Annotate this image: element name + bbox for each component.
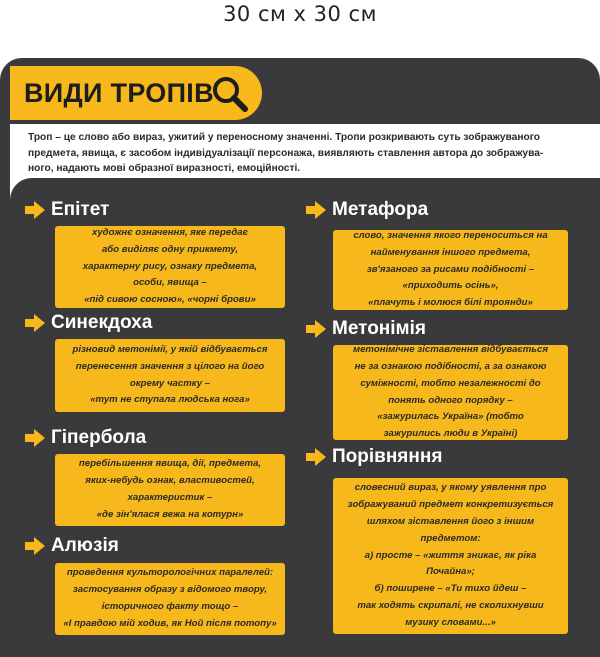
definition-line: «приходить осінь», <box>402 280 499 292</box>
definition-line: Почайна»; <box>426 566 475 578</box>
intro-line: предмета, явища, є засобом індивідуалізації персонажа, виявляють ставлення автора до зображува- <box>28 147 544 159</box>
trope-definition-allusion <box>55 563 285 635</box>
definition-line: характерну рису, ознаку предмета, <box>82 260 258 272</box>
definition-line: «зажурилась Україна» (тобто <box>377 411 524 423</box>
definition-line: зображуваний предмет конкретизується <box>347 499 554 511</box>
trope-definition-comparison <box>333 478 568 634</box>
magnifier-icon <box>210 74 250 114</box>
definition-line: характеристик – <box>127 492 213 503</box>
definition-line: слово, значення якого переноситься на <box>353 230 548 242</box>
definition-line: особи, явища – <box>133 277 207 289</box>
definition-line: а) просте – «життя зникає, як ріка <box>364 549 537 561</box>
definition-line: словесний вираз, у якому уявлення про <box>354 482 547 494</box>
trope-heading-allusion <box>24 533 119 559</box>
definition-line: шляхом зіставлення його з іншим <box>366 516 535 527</box>
trope-name: Гіпербола <box>51 427 147 448</box>
arrow-right-icon <box>305 446 327 468</box>
trope-definition-epithet <box>55 226 285 308</box>
arrow-right-icon <box>24 312 46 334</box>
intro-line: Троп – це слово або вираз, ужитий у переносному значенні. Тропи розкривають суть зображуваного <box>28 132 541 143</box>
definition-line: «І правдою мій ходив, як Ной після потопу» <box>63 617 277 629</box>
definition-line: зв'язаного за рисами подібності – <box>366 263 535 275</box>
trope-heading-metaphor <box>305 197 428 223</box>
arrow-right-icon <box>305 199 327 221</box>
trope-heading-comparison <box>305 444 442 470</box>
arrow-right-icon <box>24 535 46 557</box>
arrow-right-icon <box>24 199 46 221</box>
arrow-right-icon <box>305 318 327 340</box>
definition-line: «де зін'ялася вежа на котурн» <box>96 508 244 520</box>
poster-title: ВИДИ ТРОПІВ <box>24 77 214 108</box>
definition-line: перенесення значення з цілого на його <box>75 360 265 372</box>
trope-heading-synecdoche <box>24 310 152 336</box>
definition-line: не за ознакою подібності, а за ознакою <box>354 360 547 372</box>
definition-line: б) поширене – «Ти тихо йдеш – <box>374 583 527 595</box>
definition-line: різновид метонімії, у якій відбувається <box>72 343 268 355</box>
definition-line: «плачуть і молюся білі троянди» <box>368 297 533 309</box>
trope-name: Метафора <box>332 199 429 220</box>
definition-line: художнє означення, яке передає <box>92 227 248 239</box>
size-label: 30 см х 30 см <box>223 2 377 26</box>
trope-name: Синекдоха <box>51 312 153 333</box>
trope-heading-metonymy <box>305 316 426 342</box>
trope-name: Метонімія <box>332 318 426 339</box>
intro-line: ного, надають мові образної виразності, емоційності. <box>28 163 301 174</box>
trope-definition-metonymy <box>333 345 568 440</box>
trope-name: Епітет <box>51 199 110 220</box>
definition-line: понять одного порядку – <box>388 394 513 406</box>
definition-line: яких-небудь ознак, властивостей, <box>85 475 255 487</box>
trope-definition-metaphor <box>333 230 568 310</box>
definition-line: суміжності, тобто незалежності до <box>360 377 541 389</box>
definition-line: метонімічне зіставлення відбувається <box>353 344 548 356</box>
definition-line: найменування іншого предмета, <box>370 246 531 258</box>
arrow-right-icon <box>24 427 46 449</box>
definition-line: предметом: <box>420 532 481 544</box>
definition-line: проведення культорологічних паралелей: <box>66 567 274 579</box>
trope-definition-hyperbole <box>55 454 285 526</box>
trope-name: Порівняння <box>332 446 443 467</box>
trope-definition-synecdoche <box>55 339 285 412</box>
trope-name: Алюзія <box>51 535 119 556</box>
definition-line: музику словами...» <box>405 616 496 628</box>
definition-line: або виділяє одну прикмету, <box>101 243 239 255</box>
trope-heading-epithet <box>24 197 109 223</box>
definition-line: застосування образу з відомого твору, <box>72 584 268 596</box>
definition-line: «тут не ступала людська нога» <box>90 394 250 406</box>
definition-line: перебільшення явища, дії, предмета, <box>78 458 262 470</box>
definition-line: зажурились люди в Україні) <box>383 428 518 440</box>
trope-heading-hyperbole <box>24 425 146 451</box>
poster-board <box>0 58 600 657</box>
definition-line: «під сивою сосною», «чорні брови» <box>84 294 256 306</box>
intro-text <box>28 130 578 177</box>
definition-line: так ходять скрипалі, не сколихнувши <box>357 599 544 611</box>
definition-line: окрему частку – <box>129 377 211 389</box>
definition-line: історичного факту тощо – <box>101 601 239 612</box>
